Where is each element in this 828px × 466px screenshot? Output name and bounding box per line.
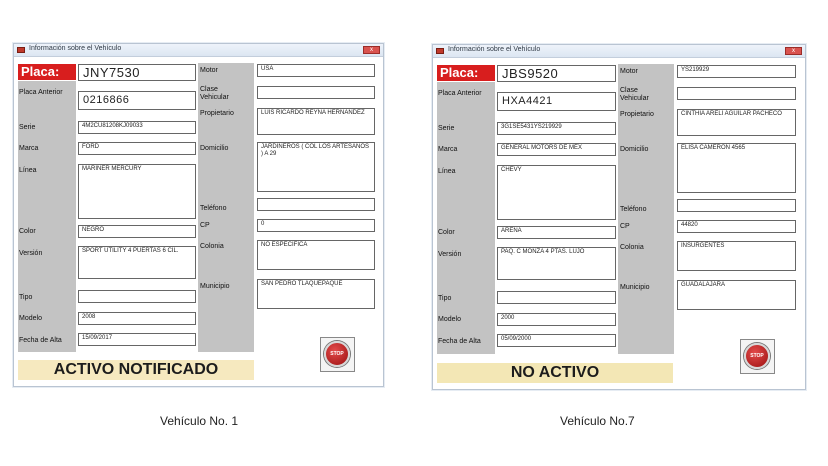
propietario-label: Propietario	[620, 111, 654, 118]
colonia-field[interactable]: NO ESPECIFICA	[257, 240, 375, 270]
telefono-label: Teléfono	[200, 205, 227, 212]
app-icon	[436, 48, 444, 54]
municipio-label: Municipio	[200, 283, 230, 290]
status-banner: ACTIVO NOTIFICADO	[18, 360, 254, 380]
propietario-field[interactable]: CINTHIA ARELI AGUILAR PACHECO	[677, 109, 796, 136]
clase-label: Clase Vehicular	[200, 86, 229, 101]
linea-field[interactable]: MARINER MERCURY	[78, 164, 196, 219]
linea-field[interactable]: CHEVY	[497, 165, 616, 220]
color-label: Color	[19, 228, 36, 235]
stop-button[interactable]: STOP	[744, 343, 770, 369]
color-field[interactable]: ARENA	[497, 226, 616, 239]
version-label: Versión	[438, 251, 462, 258]
colonia-field[interactable]: INSURGENTES	[677, 241, 796, 271]
placa-anterior-field[interactable]: 0216866	[78, 91, 196, 110]
placa-anterior-field[interactable]: HXA4421	[497, 92, 616, 111]
version-label: Versión	[19, 250, 43, 257]
motor-field[interactable]: USA	[257, 64, 375, 77]
clase-label: Clase Vehicular	[620, 87, 649, 102]
marca-label: Marca	[19, 145, 39, 152]
tipo-field[interactable]	[497, 291, 616, 304]
marca-field[interactable]: GENERAL MOTORS DE MÉX	[497, 143, 616, 156]
linea-label: Línea	[19, 167, 37, 174]
clase-field[interactable]	[257, 86, 375, 99]
telefono-label: Teléfono	[620, 206, 647, 213]
status-banner: NO ACTIVO	[437, 363, 673, 383]
color-field[interactable]: NEGRO	[78, 225, 196, 238]
placa-label: Placa:	[18, 64, 76, 80]
fecha-alta-label: Fecha de Alta	[438, 338, 481, 345]
domicilio-field[interactable]: JARDINEROS ( COL LOS ARTESANOS ) A 29	[257, 142, 375, 192]
labels-column-left	[18, 81, 76, 352]
municipio-label: Municipio	[620, 284, 650, 291]
motor-label: Motor	[620, 68, 638, 75]
domicilio-field[interactable]: ELISA CAMERON 4565	[677, 143, 796, 193]
serie-field[interactable]: 4M2CU81208KJ09033	[78, 121, 196, 134]
app-icon	[17, 47, 25, 53]
tipo-field[interactable]	[78, 290, 196, 303]
modelo-label: Modelo	[19, 315, 42, 322]
tipo-label: Tipo	[19, 294, 33, 301]
cp-field[interactable]: 0	[257, 219, 375, 232]
propietario-label: Propietario	[200, 110, 234, 117]
telefono-field[interactable]	[677, 199, 796, 212]
domicilio-label: Domicilio	[620, 146, 649, 153]
serie-field[interactable]: 3G1SE5431YS219929	[497, 122, 616, 135]
serie-label: Serie	[19, 124, 36, 131]
modelo-field[interactable]: 2008	[78, 312, 196, 325]
cp-label: CP	[620, 223, 630, 230]
colonia-label: Colonia	[200, 243, 224, 250]
motor-field[interactable]: YS219929	[677, 65, 796, 78]
placa-label: Placa:	[437, 65, 495, 81]
placa-anterior-label: Placa Anterior	[19, 89, 63, 96]
modelo-label: Modelo	[438, 316, 461, 323]
linea-label: Línea	[438, 168, 456, 175]
version-field[interactable]: PAQ. C MONZA 4 PTAS. LUJO	[497, 247, 616, 280]
cp-label: CP	[200, 222, 210, 229]
vehicle-window-1	[13, 43, 384, 387]
marca-label: Marca	[438, 146, 458, 153]
motor-label: Motor	[200, 67, 218, 74]
placa-anterior-label: Placa Anterior	[438, 90, 482, 97]
municipio-field[interactable]: GUADALAJARA	[677, 280, 796, 310]
tipo-label: Tipo	[438, 295, 452, 302]
window-title: Información sobre el Vehículo	[29, 45, 122, 52]
municipio-field[interactable]: SAN PEDRO TLAQUEPAQUE	[257, 279, 375, 309]
fecha-alta-field[interactable]: 05/09/2000	[497, 334, 616, 347]
caption-vehicle-7: Vehículo No.7	[560, 414, 635, 428]
domicilio-label: Domicilio	[200, 145, 229, 152]
fecha-alta-field[interactable]: 15/09/2017	[78, 333, 196, 346]
window-titlebar	[433, 45, 805, 58]
propietario-field[interactable]: LUIS RICARDO REYNA HERNANDEZ	[257, 108, 375, 135]
window-title: Información sobre el Vehículo	[448, 46, 541, 53]
vehicle-window-2	[432, 44, 806, 390]
labels-column-left	[437, 82, 495, 354]
close-button[interactable]: x	[363, 46, 380, 54]
colonia-label: Colonia	[620, 244, 644, 251]
close-button[interactable]: x	[785, 47, 802, 55]
caption-vehicle-1: Vehículo No. 1	[160, 414, 239, 428]
telefono-field[interactable]	[257, 198, 375, 211]
clase-field[interactable]	[677, 87, 796, 100]
placa-field[interactable]: JNY7530	[78, 64, 196, 81]
cp-field[interactable]: 44820	[677, 220, 796, 233]
modelo-field[interactable]: 2000	[497, 313, 616, 326]
marca-field[interactable]: FORD	[78, 142, 196, 155]
fecha-alta-label: Fecha de Alta	[19, 337, 62, 344]
window-titlebar	[14, 44, 383, 57]
serie-label: Serie	[438, 125, 455, 132]
color-label: Color	[438, 229, 455, 236]
stop-button[interactable]: STOP	[324, 341, 350, 367]
version-field[interactable]: SPORT UTILITY 4 PUERTAS 6 CIL.	[78, 246, 196, 279]
placa-field[interactable]: JBS9520	[497, 65, 616, 82]
